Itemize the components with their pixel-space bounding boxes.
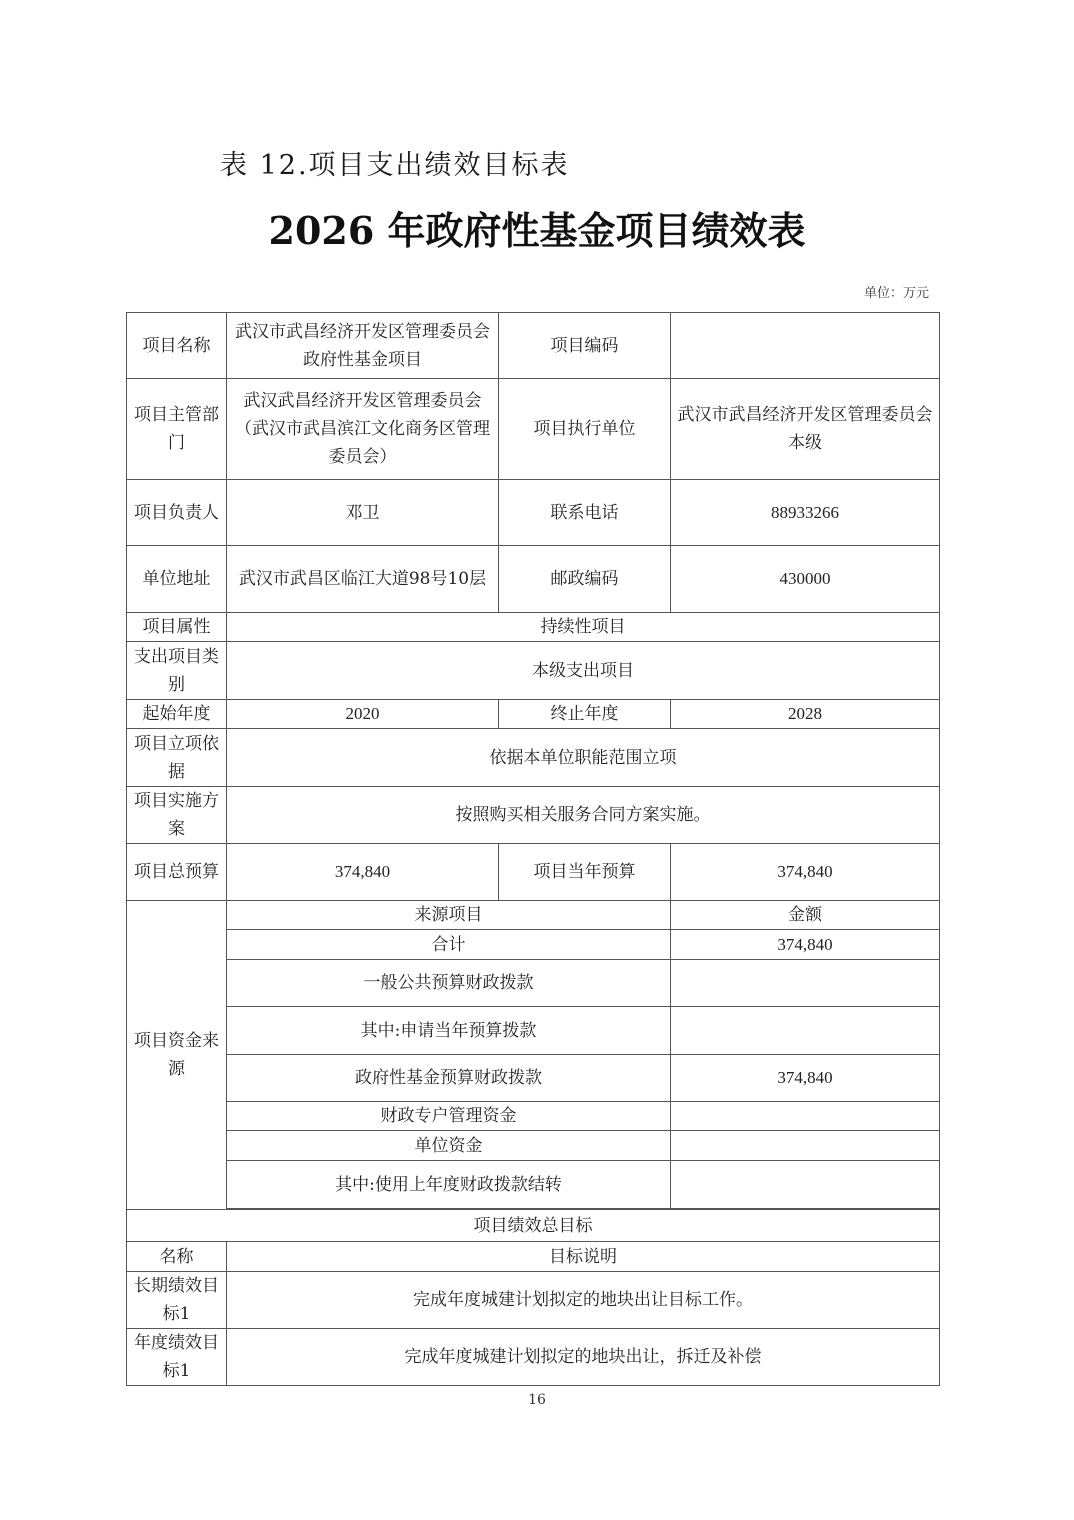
funding-amount-header: 金额 bbox=[671, 901, 940, 930]
table-row bbox=[127, 546, 940, 613]
table-row bbox=[127, 1210, 940, 1242]
funding-row bbox=[127, 1131, 940, 1161]
end-year-label: 终止年度 bbox=[499, 700, 671, 729]
unit-label: 单位：万元 bbox=[863, 286, 929, 301]
year-budget-label: 项目当年预算 bbox=[499, 844, 671, 901]
funding-row bbox=[127, 1161, 940, 1209]
project-name-value: 武汉市武昌经济开发区管理委员会政府性基金项目 bbox=[227, 313, 499, 379]
dept-label: 项目主管部门 bbox=[127, 379, 227, 480]
goal-desc-header: 目标说明 bbox=[227, 1242, 940, 1272]
table-row bbox=[127, 844, 940, 901]
phone-value: 88933266 bbox=[671, 480, 940, 546]
attribute-label: 项目属性 bbox=[127, 613, 227, 642]
funding-row bbox=[127, 1102, 940, 1131]
funding-row bbox=[127, 1055, 940, 1102]
table-row bbox=[127, 480, 940, 546]
exec-unit-value: 武汉市武昌经济开发区管理委员会本级 bbox=[671, 379, 940, 480]
end-year-value: 2028 bbox=[671, 700, 940, 729]
goal-name: 年度绩效目标1 bbox=[127, 1329, 227, 1386]
goal-name-header: 名称 bbox=[127, 1242, 227, 1272]
table-row bbox=[127, 700, 940, 729]
table-row bbox=[127, 313, 940, 379]
address-value: 武汉市武昌区临江大道98号10层 bbox=[227, 546, 499, 613]
page-number: 16 bbox=[528, 1392, 546, 1408]
plan-value: 按照购买相关服务合同方案实施。 bbox=[227, 787, 940, 844]
attribute-value: 持续性项目 bbox=[227, 613, 940, 642]
owner-label: 项目负责人 bbox=[127, 480, 227, 546]
goal-row bbox=[127, 1329, 940, 1386]
project-code-label: 项目编码 bbox=[499, 313, 671, 379]
goal-desc: 完成年度城建计划拟定的地块出让目标工作。 bbox=[227, 1272, 940, 1329]
funding-source: 单位资金 bbox=[227, 1131, 671, 1161]
project-name-label: 项目名称 bbox=[127, 313, 227, 379]
basis-label: 项目立项依据 bbox=[127, 729, 227, 787]
performance-table bbox=[126, 312, 940, 1386]
funding-label: 项目资金来源 bbox=[127, 901, 227, 1210]
goal-section-title: 项目绩效总目标 bbox=[127, 1210, 940, 1242]
funding-amount: 374,840 bbox=[671, 1055, 940, 1102]
table-row bbox=[127, 642, 940, 700]
category-value: 本级支出项目 bbox=[227, 642, 940, 700]
goal-row bbox=[127, 1272, 940, 1329]
page-title: 2026 年政府性基金项目绩效表 bbox=[268, 208, 806, 253]
goal-name: 长期绩效目标1 bbox=[127, 1272, 227, 1329]
funding-source-header: 来源项目 bbox=[227, 901, 671, 930]
category-label: 支出项目类别 bbox=[127, 642, 227, 700]
table-row bbox=[127, 1242, 940, 1272]
owner-value: 邓卫 bbox=[227, 480, 499, 546]
funding-amount bbox=[671, 1161, 940, 1209]
funding-source: 一般公共预算财政拨款 bbox=[227, 960, 671, 1007]
total-budget-value: 374,840 bbox=[227, 844, 499, 901]
exec-unit-label: 项目执行单位 bbox=[499, 379, 671, 480]
phone-label: 联系电话 bbox=[499, 480, 671, 546]
funding-amount bbox=[671, 1007, 940, 1055]
funding-source: 政府性基金预算财政拨款 bbox=[227, 1055, 671, 1102]
table-caption: 表 12.项目支出绩效目标表 bbox=[220, 150, 570, 181]
total-budget-label: 项目总预算 bbox=[127, 844, 227, 901]
goal-desc: 完成年度城建计划拟定的地块出让，拆迁及补偿 bbox=[227, 1329, 940, 1386]
year-budget-value: 374,840 bbox=[671, 844, 940, 901]
basis-value: 依据本单位职能范围立项 bbox=[227, 729, 940, 787]
plan-label: 项目实施方案 bbox=[127, 787, 227, 844]
table-row bbox=[127, 613, 940, 642]
funding-amount bbox=[671, 1102, 940, 1131]
funding-source: 其中:申请当年预算拨款 bbox=[227, 1007, 671, 1055]
start-year-value: 2020 bbox=[227, 700, 499, 729]
table-row bbox=[127, 901, 940, 930]
address-label: 单位地址 bbox=[127, 546, 227, 613]
funding-amount bbox=[671, 1131, 940, 1161]
start-year-label: 起始年度 bbox=[127, 700, 227, 729]
funding-row bbox=[127, 930, 940, 960]
funding-amount bbox=[671, 960, 940, 1007]
table-row bbox=[127, 379, 940, 480]
funding-row bbox=[127, 960, 940, 1007]
funding-row bbox=[127, 1007, 940, 1055]
funding-amount: 374,840 bbox=[671, 930, 940, 960]
table-row bbox=[127, 729, 940, 787]
funding-source: 其中:使用上年度财政拨款结转 bbox=[227, 1161, 671, 1209]
project-code-value bbox=[671, 313, 940, 379]
funding-source: 合计 bbox=[227, 930, 671, 960]
dept-value: 武汉武昌经济开发区管理委员会（武汉市武昌滨江文化商务区管理委员会） bbox=[227, 379, 499, 480]
funding-source: 财政专户管理资金 bbox=[227, 1102, 671, 1131]
postcode-label: 邮政编码 bbox=[499, 546, 671, 613]
table-row bbox=[127, 787, 940, 844]
postcode-value: 430000 bbox=[671, 546, 940, 613]
